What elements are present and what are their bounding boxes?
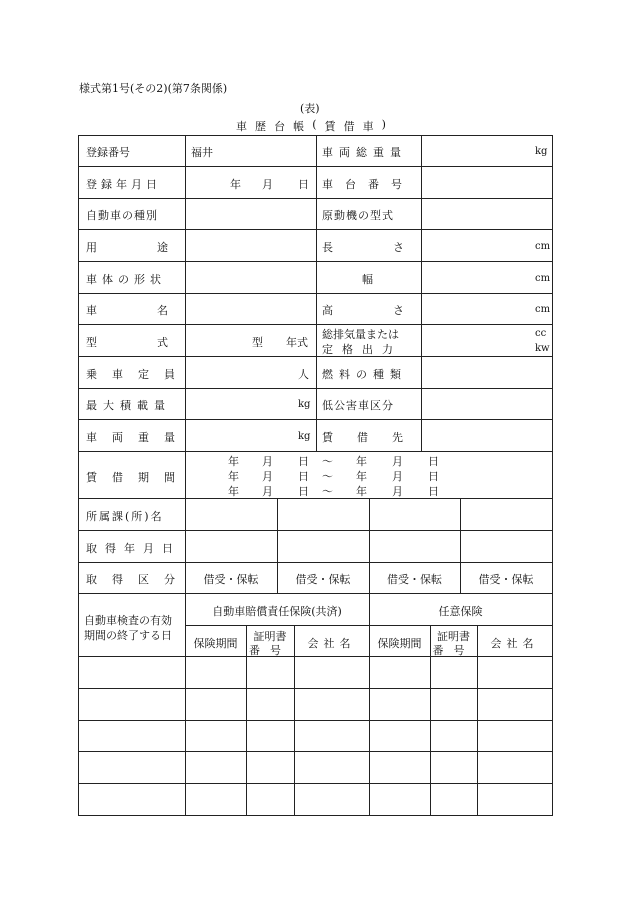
form-id: 様式第1号(その2)(第7条関係) [79, 82, 228, 95]
period-day: 日 [428, 470, 439, 483]
period-day: 日 [298, 455, 309, 468]
label-capacity: 乗車定員 [86, 368, 190, 381]
unit-kg: kg [535, 146, 548, 157]
period-month: 月 [262, 455, 273, 468]
label-engine-model: 原動機の型式 [322, 209, 394, 222]
label-vehicle-category: 自動車の種別 [86, 209, 158, 222]
period-month: 月 [262, 485, 273, 498]
label-insurance-period: 保険期間 [193, 637, 238, 650]
label-company: 会社名 [490, 637, 539, 650]
label-voluntary-insurance: 任意保険 [438, 605, 483, 618]
period-year: 年 [356, 455, 367, 468]
value-registration-prefix: 福井 [191, 146, 213, 159]
unit-cm: cm [535, 273, 551, 284]
label-certificate: 証明書 [437, 630, 470, 643]
label-department: 所属課(所)名 [86, 510, 164, 523]
label-insurance-period: 保険期間 [377, 637, 422, 650]
label-low-emission: 低公害車区分 [322, 399, 394, 412]
label-registration-number: 登録番号 [86, 146, 130, 159]
grid-line [78, 688, 553, 689]
label-rated-output: 定格出力 [322, 343, 402, 356]
label-acquired-type: 取得区分 [86, 573, 190, 586]
label-width: 幅 [362, 273, 373, 286]
grid-line [78, 498, 553, 499]
label-gross-weight: 車両総重量 [322, 146, 407, 159]
period-month: 月 [392, 455, 403, 468]
date-year: 年 [230, 178, 241, 191]
period-day: 日 [428, 485, 439, 498]
label-inspection-line2: 期間の終了する日 [84, 629, 172, 642]
label-certificate-number: 番号 [432, 644, 475, 657]
label-model-type: 型式 [86, 336, 228, 349]
grid-line [78, 562, 553, 563]
period-month: 月 [392, 470, 403, 483]
period-tilde: 〜 [322, 485, 333, 498]
unit-kw: kw [535, 343, 550, 354]
period-day: 日 [298, 485, 309, 498]
grid-line [78, 656, 553, 657]
grid-line [78, 135, 79, 816]
label-certificate-number: 番号 [249, 644, 291, 657]
grid-line [78, 815, 553, 816]
period-year: 年 [228, 485, 239, 498]
period-year: 年 [228, 470, 239, 483]
period-tilde: 〜 [322, 470, 333, 483]
period-day: 日 [428, 455, 439, 468]
label-model-year: 年式 [286, 336, 308, 349]
unit-cm: cm [535, 304, 551, 315]
label-usage: 用途 [86, 241, 228, 254]
grid-line [294, 625, 295, 816]
label-displacement: 総排気量または [322, 328, 399, 341]
label-inspection-line1: 自動車検査の有効 [84, 614, 172, 627]
grid-line [78, 720, 553, 721]
unit-kg: kg [298, 399, 311, 410]
grid-line [316, 135, 317, 451]
date-day: 日 [298, 178, 309, 191]
unit-persons: 人 [298, 368, 309, 381]
acquired-option: 借受・保転 [387, 573, 442, 586]
label-body-shape: 車体の形状 [86, 273, 166, 286]
label-length: 長さ [322, 241, 464, 254]
label-model: 型 [252, 336, 263, 349]
label-certificate: 証明書 [253, 630, 287, 643]
grid-line [78, 751, 553, 752]
label-registration-date: 登録年月日 [86, 178, 161, 191]
grid-line [78, 451, 553, 452]
label-compulsory-insurance: 自動車賠償責任保険(共済) [212, 605, 342, 618]
period-day: 日 [298, 470, 309, 483]
label-vehicle-name: 車名 [86, 304, 228, 317]
period-month: 月 [262, 470, 273, 483]
page-title: 車 歴 台 帳 ( 賃 借 車 ) [236, 118, 386, 133]
grid-line [477, 625, 478, 816]
grid-line [421, 135, 422, 451]
period-tilde: 〜 [322, 455, 333, 468]
label-company: 会社名 [307, 637, 356, 650]
label-acquired-date: 取得年月日 [86, 542, 181, 555]
acquired-option: 借受・保転 [203, 573, 259, 586]
acquired-option: 借受・保転 [478, 573, 534, 586]
date-month: 月 [262, 178, 273, 191]
side-label: (表) [300, 102, 320, 115]
grid-line [552, 135, 553, 816]
label-lessor: 賃借先 [322, 431, 427, 444]
unit-kg: kg [298, 431, 311, 442]
label-fuel-type: 燃料の種類 [322, 368, 407, 381]
acquired-option: 借受・保転 [295, 573, 351, 586]
grid-line [78, 593, 553, 594]
grid-line [78, 530, 553, 531]
label-max-load: 最大積載量 [86, 399, 171, 412]
label-height: 高さ [322, 304, 464, 317]
period-year: 年 [356, 485, 367, 498]
unit-cc: cc [535, 328, 547, 339]
label-vehicle-weight: 車両重量 [86, 431, 190, 444]
label-chassis-number: 車台番号 [322, 178, 414, 191]
unit-cm: cm [535, 241, 551, 252]
period-year: 年 [356, 470, 367, 483]
label-lease-period: 賃借期間 [86, 471, 190, 484]
period-month: 月 [392, 485, 403, 498]
period-year: 年 [228, 455, 239, 468]
grid-line [369, 498, 370, 816]
grid-line [78, 783, 553, 784]
